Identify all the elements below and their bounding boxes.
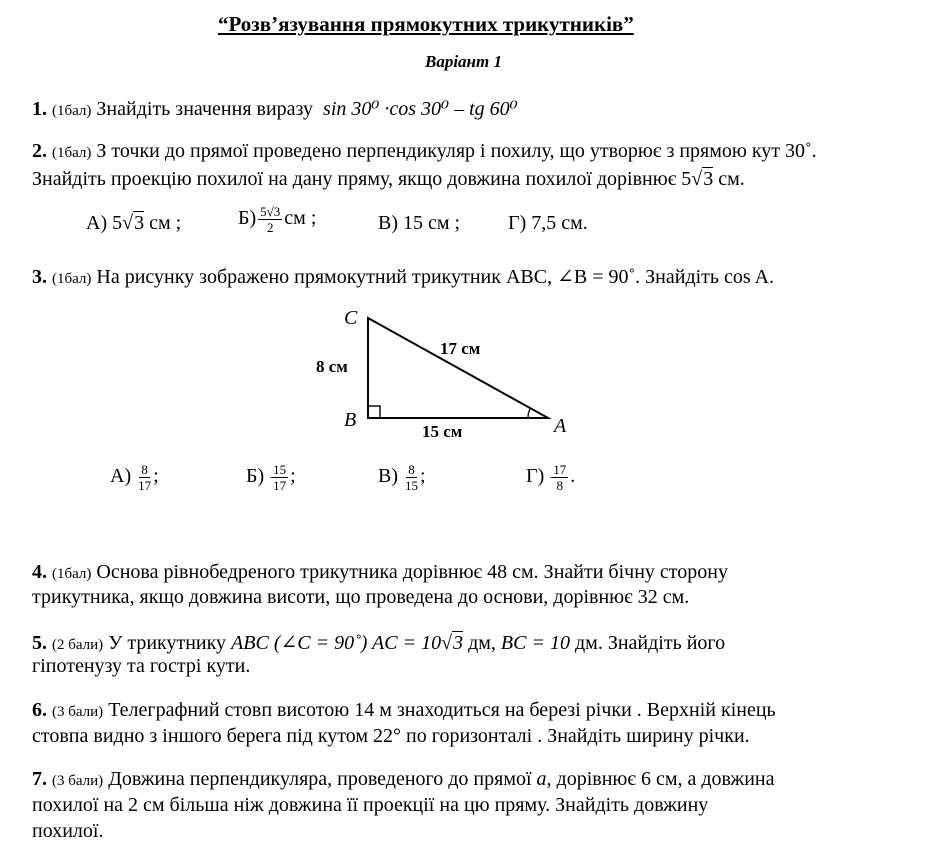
question-points: (3 бали): [52, 704, 104, 720]
answer-option-c: В) 15 см ;: [378, 212, 461, 234]
numerator: 8: [141, 462, 148, 477]
numerator: 17: [553, 462, 567, 477]
question-number: 7.: [32, 768, 47, 790]
denominator: 17: [273, 478, 287, 493]
radicand: 3: [453, 632, 464, 654]
vertex-c-label: C: [344, 307, 358, 329]
question-5-line-2: гіпотенузу та гострі кути.: [32, 655, 251, 677]
option-label: Б): [238, 207, 257, 230]
denominator: 15: [405, 478, 418, 493]
side-cb-label: 8 см: [316, 357, 348, 376]
option-text: А) 5√: [86, 212, 134, 234]
question-7: [32, 768, 775, 791]
question-6: [32, 699, 776, 722]
question-text: дм. Знайдіть його: [569, 632, 726, 654]
radicand: 3: [134, 212, 145, 234]
denominator: 2: [266, 220, 274, 235]
question-text: З точки до прямої проведено перпендикуляр і похилу, що утворює з прямою кут 30˚.: [96, 140, 817, 162]
question-7-line-2: похилої на 2 см більша ніж довжина її проекції на цю пряму. Знайдіть довжину: [32, 794, 709, 816]
question-number: 1.: [32, 98, 47, 120]
question-text: Довжина перпендикуляра, проведеного до прямої: [108, 768, 537, 790]
option-text: .: [570, 465, 576, 488]
question-3: [32, 264, 774, 289]
question-text: , дорівнює 6 см, а довжина: [546, 768, 775, 790]
option-text: ;: [153, 465, 159, 488]
answer-option-a: [86, 212, 181, 235]
question-6-line-2: стовпа видно з іншого берега під кутом 22° по горизонталі . Знайдіть ширину річки.: [32, 725, 750, 747]
question-text: На рисунку зображено прямокутний трикутник АВС, ∠В = 90˚. Знайдіть cos A.: [96, 266, 775, 288]
question-text: Знайдіть проекцію похилої на дану пряму, якщо довжина похилої дорівнює 5√: [32, 168, 703, 190]
q3-option-d: [526, 462, 575, 493]
denominator: 17: [138, 478, 152, 493]
q3-option-a: [110, 462, 159, 493]
question-2: [32, 140, 817, 163]
triangle-abc: [368, 318, 548, 418]
denominator: 8: [556, 478, 563, 493]
side-ca-label: 17 см: [440, 339, 481, 358]
question-text: Телеграфний стовп висотою 14 м знаходиться на березі річки . Верхній кінець: [108, 699, 776, 721]
answer-option-d: Г) 7,5 см.: [508, 212, 588, 234]
q3-option-b: [246, 462, 296, 493]
fraction: [405, 462, 418, 493]
right-angle-mark: [368, 406, 380, 418]
option-text: см ;: [144, 212, 182, 234]
question-points: (1бал): [52, 566, 92, 582]
question-text: У трикутнику: [108, 632, 232, 654]
question-2-line-2: [32, 168, 745, 191]
vertex-a-label: A: [554, 415, 567, 437]
vertex-b-label: B: [344, 409, 357, 431]
fraction: [258, 204, 282, 235]
radicand: 3: [703, 168, 714, 190]
math-expression: ABC (∠C = 90˚) AC = 10√: [231, 632, 453, 654]
numerator: 8: [408, 462, 415, 477]
page-title: “Розв’язування прямокутних трикутників”: [218, 12, 634, 36]
question-points: (1бал): [52, 271, 92, 287]
math-variable: a: [536, 768, 547, 790]
question-text: Знайдіть значення виразу: [96, 98, 314, 120]
math-expression: BC = 10: [500, 632, 570, 654]
option-text: см ;: [284, 207, 317, 230]
side-ba-label: 15 см: [422, 422, 463, 441]
option-label: В): [378, 465, 398, 488]
question-text: дм,: [463, 632, 501, 654]
angle-a-arc: [528, 409, 530, 418]
question-points: (2 бали): [52, 637, 104, 653]
question-points: (1бал): [52, 103, 92, 119]
numerator: 5√3: [260, 204, 281, 219]
question-4: [32, 561, 728, 584]
option-label: Г): [526, 465, 545, 488]
answer-option-b: [238, 204, 316, 235]
question-number: 5.: [32, 632, 47, 654]
question-number: 3.: [32, 266, 47, 288]
variant-label: Варіант 1: [425, 52, 502, 71]
question-7-line-3: похилої.: [32, 820, 104, 842]
fraction: [138, 462, 151, 493]
fraction: [551, 462, 568, 493]
math-expression: sin 30⁰ ·cos 30⁰ – tg 60⁰: [323, 98, 518, 120]
numerator: 15: [273, 462, 287, 477]
question-number: 2.: [32, 140, 47, 162]
question-5: [32, 630, 725, 655]
question-text: Основа рівнобедреного трикутника дорівнює 48 см. Знайти бічну сторону: [96, 561, 728, 583]
q3-option-c: [378, 462, 426, 493]
question-4-line-2: трикутника, якщо довжина висоти, що проведена до основи, дорівнює 32 см.: [32, 586, 690, 608]
question-number: 6.: [32, 699, 47, 721]
option-label: Б): [246, 465, 265, 488]
question-1: [32, 96, 518, 121]
question-points: (3 бали): [52, 773, 104, 789]
option-text: ;: [420, 465, 426, 488]
fraction: [271, 462, 288, 493]
question-number: 4.: [32, 561, 47, 583]
question-points: (1бал): [52, 145, 92, 161]
question-text: см.: [713, 168, 745, 190]
option-label: А): [110, 465, 132, 488]
triangle-figure: [300, 296, 590, 448]
option-text: ;: [290, 465, 296, 488]
